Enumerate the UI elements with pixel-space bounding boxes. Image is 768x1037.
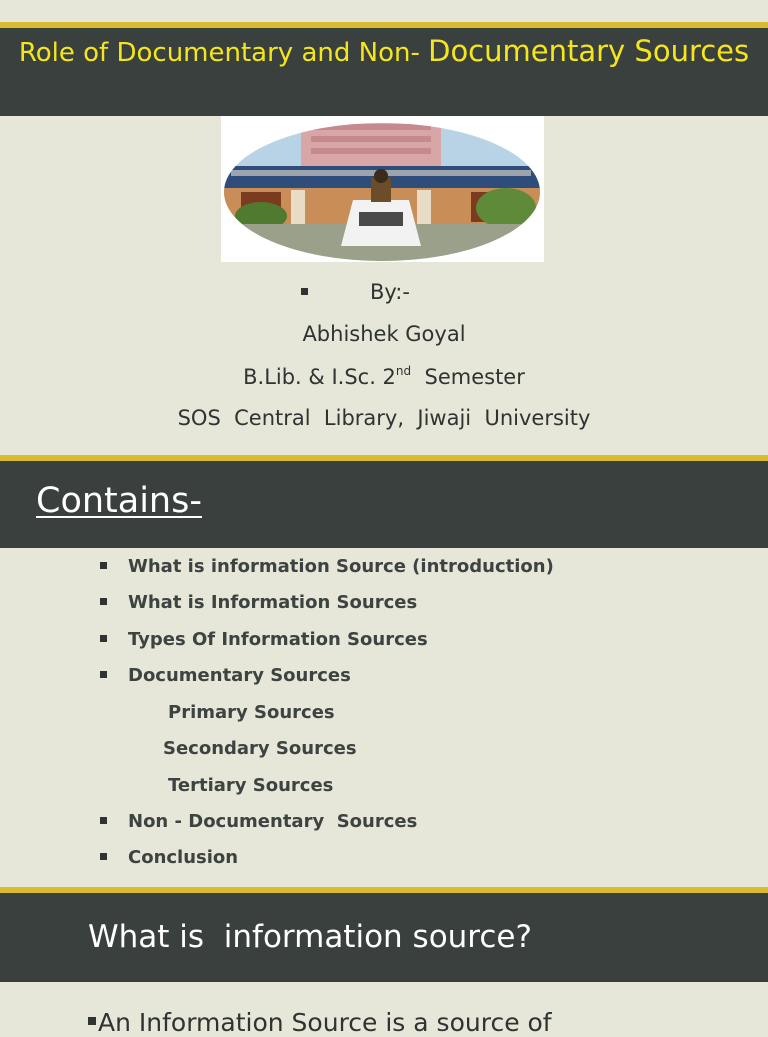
bullet-square-icon: [301, 288, 308, 295]
slide-title: [0, 30, 768, 74]
bullet-square-icon: [100, 598, 107, 605]
list-item: [168, 775, 333, 799]
list-item: [168, 702, 335, 726]
byline-label: By:-: [370, 280, 410, 304]
list-item-label: Primary Sources: [168, 702, 335, 723]
contents-title: Contains-: [36, 481, 202, 521]
list-item-label: What is information Source (introduction): [128, 556, 554, 577]
semester-prefix: B.Lib. & I.Sc. 2: [243, 365, 396, 389]
list-item: [128, 629, 428, 653]
bullet-square-icon: [100, 562, 107, 569]
author-library: SOS Central Library, Jiwaji University: [177, 406, 591, 430]
definition-text: [88, 1008, 552, 1037]
list-item-label: Tertiary Sources: [168, 775, 334, 796]
list-item: [163, 738, 357, 762]
definition-line: An Information Source is a source of: [98, 1008, 552, 1037]
list-item: [128, 592, 417, 616]
list-item: [128, 811, 417, 835]
list-item: [128, 556, 554, 580]
author-name: Abhishek Goyal: [302, 322, 466, 346]
slide-title-part2: Documentary Sources: [428, 34, 750, 68]
list-item-label: Types Of Information Sources: [128, 629, 428, 650]
semester-suffix: Semester: [411, 365, 525, 389]
list-item-label: Documentary Sources: [128, 665, 351, 686]
library-building-photo: [221, 116, 544, 262]
bullet-square-icon: [100, 635, 107, 642]
slide-title-part1: Role of Documentary and Non-: [18, 38, 429, 68]
list-item-label: Non - Documentary Sources: [128, 811, 418, 832]
section-title: What is information source?: [88, 919, 532, 955]
list-item-label: Conclusion: [128, 847, 239, 868]
bullet-square-icon: [100, 671, 107, 678]
list-item: [128, 847, 238, 871]
author-semester: [0, 364, 768, 389]
list-item: [128, 665, 351, 689]
list-item-label: What is Information Sources: [128, 592, 418, 613]
bullet-square-icon: [100, 853, 107, 860]
semester-sup: nd: [395, 364, 412, 378]
bullet-square-icon: [100, 817, 107, 824]
list-item-label: Secondary Sources: [163, 738, 357, 759]
